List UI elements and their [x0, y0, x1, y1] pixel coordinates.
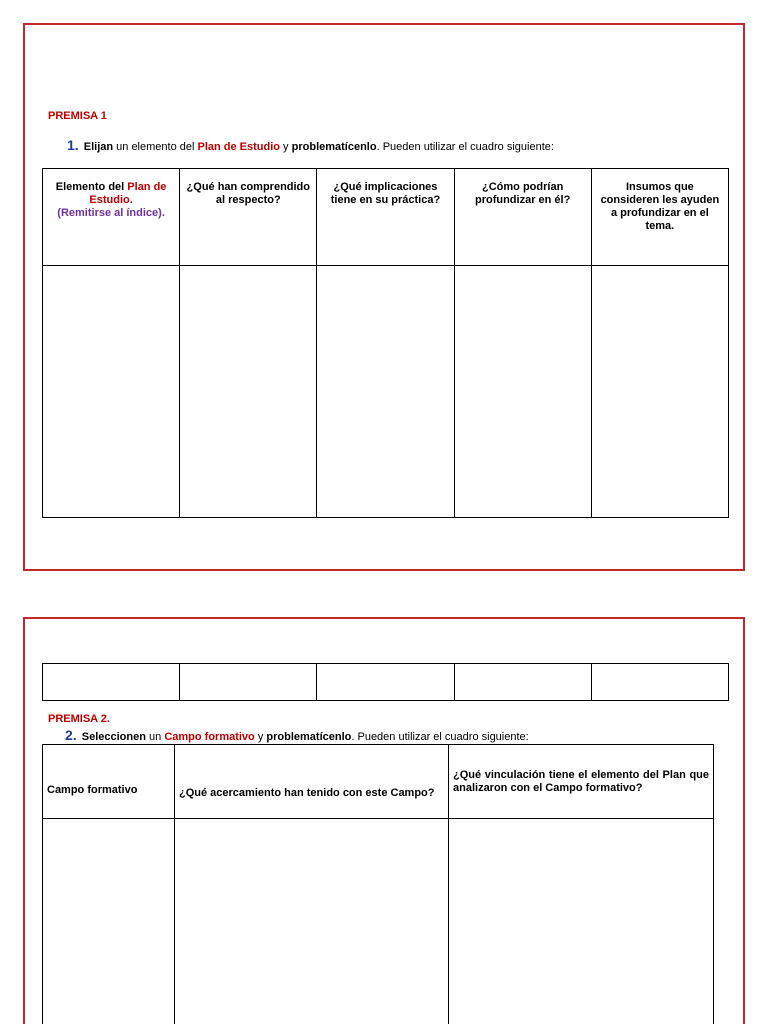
instruction-action: problematícenlo	[266, 731, 352, 743]
table-header-row	[43, 745, 714, 819]
instruction-verb: Elijan	[83, 141, 114, 153]
table-cell[interactable]	[43, 819, 175, 1024]
instruction-verb: Seleccionen	[81, 731, 146, 743]
campo-formativo-table	[42, 744, 714, 1024]
instruction-number: 2.	[65, 727, 77, 743]
table-cell[interactable]	[449, 819, 714, 1024]
table-cell[interactable]	[454, 664, 591, 701]
table-cell[interactable]	[43, 664, 180, 701]
header-campo-formativo: Campo formativo	[43, 745, 175, 819]
table-cell[interactable]	[180, 266, 317, 518]
instruction-text: un	[145, 731, 165, 743]
header-acercamiento: ¿Qué acercamiento han tenido con este Campo?	[175, 745, 449, 819]
table-cell[interactable]	[180, 664, 317, 701]
table-cell[interactable]	[454, 266, 591, 518]
instruction-text: y	[280, 141, 292, 153]
table-cell[interactable]	[317, 266, 454, 518]
header-highlight: Plan de Estudio.	[89, 181, 167, 206]
premisa-2-instruction	[65, 727, 529, 743]
plan-estudio-table-continuation	[42, 663, 729, 701]
table-cell[interactable]	[175, 819, 449, 1024]
table-cell[interactable]	[317, 664, 454, 701]
premisa-1-instruction	[67, 137, 554, 153]
header-insumos: Insumos que consideren les ayuden a profundizar en el tema.	[591, 169, 728, 266]
table-row	[43, 819, 714, 1024]
instruction-highlight: Plan de Estudio	[197, 141, 280, 153]
table-header-row	[43, 169, 729, 266]
premisa-1-title: PREMISA 1	[48, 110, 107, 122]
header-vinculacion: ¿Qué vinculación tiene el elemento del Plan que analizaron con el Campo formativo?	[449, 745, 714, 819]
header-note: (Remitirse al índice).	[57, 207, 165, 219]
table-cell[interactable]	[591, 266, 728, 518]
plan-estudio-table	[42, 168, 729, 518]
header-comprendido: ¿Qué han comprendido al respecto?	[180, 169, 317, 266]
premisa-2-title: PREMISA 2.	[48, 713, 110, 725]
header-elemento	[43, 169, 180, 266]
document-page-2	[23, 617, 745, 1024]
table-row	[43, 664, 729, 701]
instruction-text: un elemento del	[113, 141, 198, 153]
instruction-highlight: Campo formativo	[164, 731, 255, 743]
instruction-text: . Pueden utilizar el cuadro siguiente:	[376, 141, 554, 153]
header-implicaciones: ¿Qué implicaciones tiene en su práctica?	[317, 169, 454, 266]
table-cell[interactable]	[591, 664, 728, 701]
table-cell[interactable]	[43, 266, 180, 518]
header-text: Elemento del	[55, 181, 128, 193]
header-profundizar: ¿Cómo podrían profundizar en él?	[454, 169, 591, 266]
document-page-1	[23, 23, 745, 571]
instruction-text: y	[254, 731, 267, 743]
instruction-number: 1.	[67, 137, 79, 153]
instruction-text: . Pueden utilizar el cuadro siguiente:	[351, 731, 529, 743]
instruction-action: problematícenlo	[291, 141, 377, 153]
table-row	[43, 266, 729, 518]
